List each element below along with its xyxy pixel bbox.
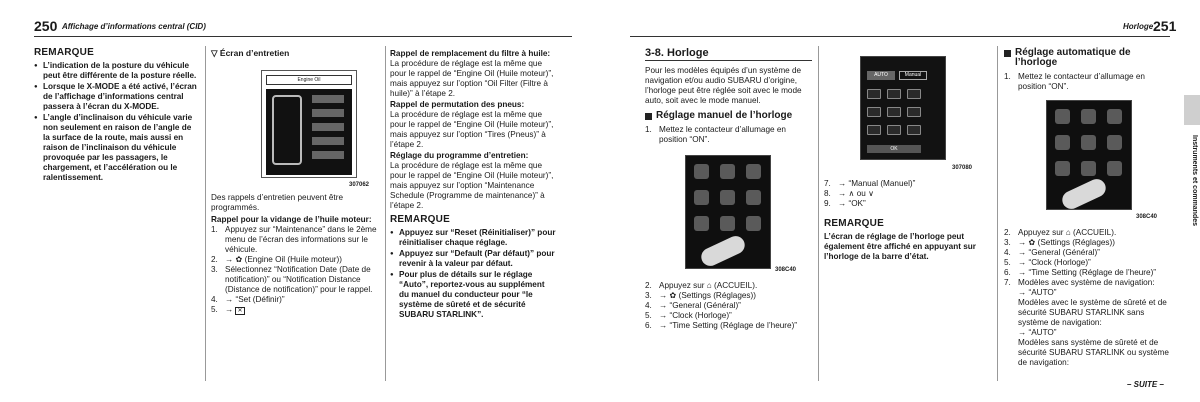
remarque-title: REMARQUE: [34, 47, 94, 58]
header-rule-left: [34, 36, 572, 37]
auto-tail-line: Modèles avec le système de sûreté et de sécurité SUBARU STARLINK sans système de navigation:: [1018, 298, 1167, 327]
clock-column-1: [645, 48, 812, 331]
triangle-icon: ▽: [211, 48, 220, 58]
clock-screen-figure: [824, 48, 992, 173]
clock-column-2: [824, 48, 992, 262]
reminders-column: [390, 48, 556, 321]
remarque-title-right: REMARQUE: [824, 218, 884, 229]
auto-button[interactable]: AUTO: [867, 71, 895, 80]
remarque-box-left: [34, 48, 197, 184]
filter-heading: Rappel de remplacement du filtre à huile:: [390, 49, 551, 58]
remarque-item: ● Lorsque le X-MODE a été activé, l’écran de l’affichage d’informations central passera à l’écran du X-MODE.: [34, 82, 197, 112]
auto-tail-line: → “AUTO”: [1018, 328, 1057, 337]
manual-button[interactable]: Manual: [899, 71, 927, 80]
settings-icon: ✿: [1028, 238, 1036, 247]
hand-icon: [698, 233, 747, 269]
page-number-left: 250: [34, 18, 58, 34]
maintenance-column: [211, 48, 378, 316]
manual-heading: Réglage manuel de l’horloge: [656, 110, 793, 121]
maintenance-title-row: [211, 48, 378, 58]
gear-icon: ✿: [235, 255, 243, 264]
chevron-up-icon: ∧: [848, 189, 855, 198]
schedule-text: La procédure de réglage est la même que pour le rappel de “Engine Oil (Huile moteur)”, mais appuyez sur l’option “Maintenance Schedule (Programme de maintenance)” à l’étape 2.: [390, 161, 554, 210]
section-tab: [1184, 95, 1200, 125]
home-screen-figure-1: [645, 149, 812, 277]
remarque-item: ● Pour plus de détails sur le réglage “Auto”, reportez-vous au supplément du manuel du conducteur pour “le système de sûreté et de sécurité SUBARU STARLINK”.: [390, 270, 556, 320]
home-screen-1: [685, 155, 771, 269]
car-outline-icon: [272, 95, 302, 165]
schedule-heading: Réglage du programme d’entretien:: [390, 151, 529, 160]
auto-steps-a: 1. Mettez le contacteur d’allumage en position “ON”.: [1004, 72, 1145, 91]
clock-setting-screen: [860, 56, 946, 160]
figure-code: 308C40: [775, 267, 797, 273]
chevron-down-icon: ∨: [868, 189, 875, 198]
filter-text: La procédure de réglage est la même que pour le rappel de “Engine Oil (Huile moteur)”, mais appuyez sur l’option “Oil Filter (Filtre à huile)” à l’étape 2.: [390, 59, 554, 98]
figure-code: 308C40: [1136, 214, 1158, 220]
page-number-right: 251: [1153, 18, 1177, 34]
screen-header-label: Engine Oil: [266, 75, 352, 85]
remarque-title-2: REMARQUE: [390, 214, 450, 225]
auto-heading-row: [1004, 48, 1170, 68]
header-title-left: Affichage d’informations central (CID): [62, 22, 206, 31]
header-title-right: Horloge: [1123, 22, 1154, 31]
maintenance-screen: [261, 70, 357, 178]
manual-heading-row: [645, 111, 812, 121]
maintenance-title: Écran d’entretien: [219, 48, 290, 58]
figure-code: 307062: [349, 182, 370, 188]
square-bullet-icon: [1004, 50, 1011, 57]
home-screen-figure-2: [1004, 96, 1170, 224]
manual-steps-a: 1. Mettez le contacteur d’allumage en position “ON”.: [645, 125, 786, 144]
maintenance-figure: [211, 62, 378, 187]
figure-code: 307080: [952, 165, 973, 171]
manual-steps-c: 7. → “Manual (Manuel)” 8. → ∧ ou ∨ 9. → “OK”: [824, 179, 916, 208]
remarque-list-2: [390, 228, 556, 320]
close-icon: ✕: [237, 308, 243, 314]
home-icon: ⌂: [1065, 228, 1071, 237]
suite-label: – SUITE –: [1127, 380, 1164, 389]
section-title: 3-8. Horloge: [645, 48, 812, 61]
oil-heading: Rappel pour la vidange de l’huile moteur:: [211, 215, 372, 224]
header-rule-right: [630, 36, 1170, 37]
auto-heading: Réglage automatique de l’horloge: [1015, 47, 1131, 68]
home-screen-2: [1046, 100, 1132, 210]
side-label: Instruments et commandes: [1191, 135, 1198, 227]
settings-icon: ✿: [669, 291, 677, 300]
square-bullet-icon: [645, 113, 652, 120]
maintenance-intro: Des rappels d’entretien peuvent être programmés.: [211, 193, 343, 212]
clock-column-3: [1004, 48, 1170, 368]
remarque-item: ● L’indication de la posture du véhicule peut être différente de la posture réelle.: [34, 61, 197, 81]
remarque-list: [34, 61, 197, 183]
ok-button[interactable]: OK: [867, 145, 921, 153]
remarque-item: ● L’angle d’inclinaison du véhicule varie non seulement en raison de l’angle de la surface de la route, mais aussi en raison de l’inclinaison du véhicule provoquée par les passagers, le chargement, et l’accélération ou le ralentissement.: [34, 113, 197, 183]
remarque-item: ● Appuyez sur “Default (Par défaut)” pour revenir à la valeur par défaut.: [390, 249, 556, 269]
hand-icon: [1059, 176, 1108, 212]
manual-steps-b: 2. Appuyez sur ⌂ (ACCUEIL). 3. → ✿ (Settings (Réglages)) 4. → “General (Général)” 5. → “Clock (Horloge)” 6. → “Time Setting (Réglage de l’heure)”: [645, 281, 798, 330]
home-icon: ⌂: [706, 281, 712, 290]
remarque-item: ● Appuyez sur “Reset (Réinitialiser)” pour réinitialiser chaque réglage.: [390, 228, 556, 248]
tires-heading: Rappel de permutation des pneus:: [390, 100, 525, 109]
screen-body: [266, 89, 352, 175]
auto-tail-line: → “AUTO”: [1018, 288, 1057, 297]
tires-text: La procédure de réglage est la même que pour le rappel de “Engine Oil (Huile moteur)”, mais appuyez sur l’option “Tires (Pneus)” à l’étape 2.: [390, 110, 554, 149]
clock-intro: Pour les modèles équipés d’un système de navigation et/ou audio SUBARU d’origine, l’horloge peut être réglée soit avec le mode auto, soit avec le mode manuel.: [645, 66, 802, 105]
auto-tail-line: Modèles sans système de sûreté et de sécurité SUBARU STARLINK ou système de navigation:: [1018, 338, 1169, 367]
remarque-text-right: L’écran de réglage de l’horloge peut également être affiché en appuyant sur l’horloge de la barre d’état.: [824, 232, 976, 261]
right-page: [600, 0, 1200, 402]
auto-steps-b: 2. Appuyez sur ⌂ (ACCUEIL). 3. → ✿ (Settings (Réglages)) 4. → “General (Général)” 5. → “Clock (Horloge)” 6. → “Time Setting (Réglage de l’heure)” 7. Modèles avec système de navigation:: [1004, 228, 1157, 287]
oil-steps: 1. Appuyez sur “Maintenance” dans le 2ème menu de l’écran des informations sur le véhicule. 2. → ✿ (Engine Oil (Huile moteur)) 3. Sélectionnez “Notification Date (Date de notification)” ou “Notification Distance (Distance de notification)” pour le rappel. 4. → “Set (Définir)” 5. → ✕: [211, 225, 377, 314]
